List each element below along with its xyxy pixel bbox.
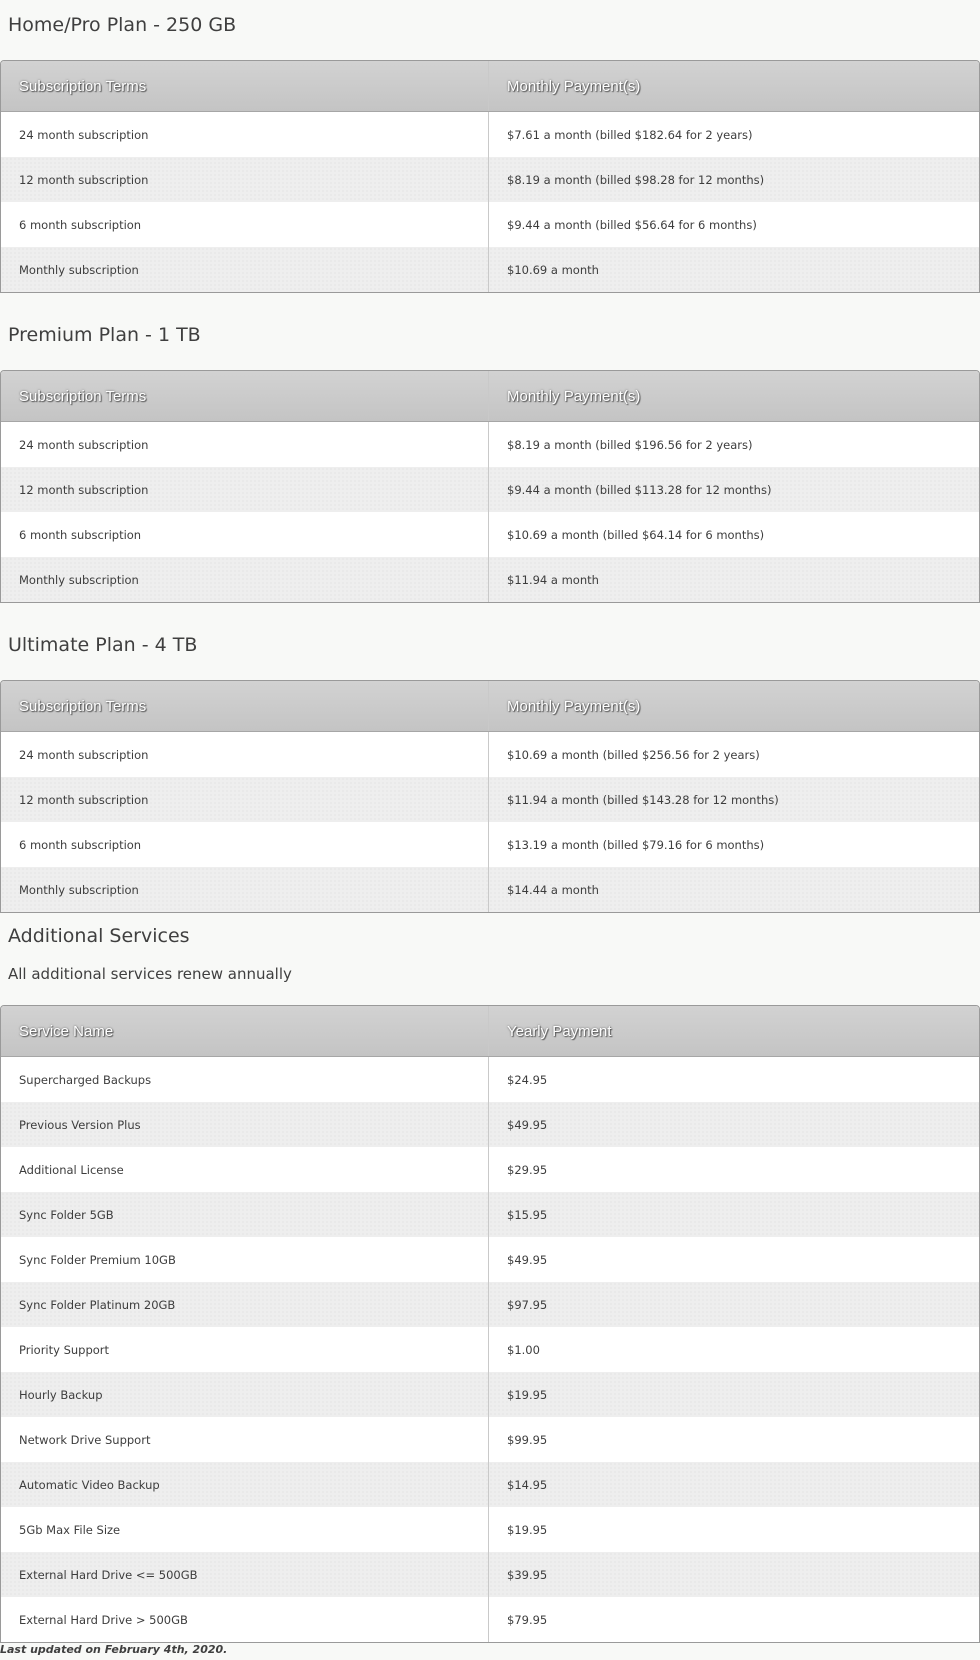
payment-cell: $10.69 a month (billed $64.14 for 6 months): [507, 527, 765, 542]
payment-cell: $10.69 a month (billed $256.56 for 2 years): [507, 747, 760, 762]
payment-cell: $14.44 a month: [507, 882, 599, 897]
table-body: [1, 732, 979, 912]
service-name-cell: Sync Folder Platinum 20GB: [1, 1282, 489, 1327]
payment-cell: $10.69 a month: [507, 262, 599, 277]
service-name-cell: Additional License: [1, 1147, 489, 1192]
service-name-cell: Automatic Video Backup: [1, 1462, 489, 1507]
column-header-subscription-terms: Subscription Terms: [1, 681, 489, 731]
yearly-payment-cell: $97.95: [507, 1297, 548, 1312]
additional-services-title: Additional Services: [8, 925, 190, 947]
subscription-term-cell: Monthly subscription: [1, 247, 489, 292]
yearly-payment-cell: $99.95: [507, 1432, 548, 1447]
pricing-table-home-pro: [0, 60, 980, 293]
column-header-service-name: Service Name: [1, 1006, 489, 1056]
column-header-subscription-terms: Subscription Terms: [1, 371, 489, 421]
service-name-cell: External Hard Drive <= 500GB: [1, 1552, 489, 1597]
subscription-term-cell: 12 month subscription: [1, 467, 489, 512]
pricing-table-premium: [0, 370, 980, 603]
payment-cell: $9.44 a month (billed $113.28 for 12 months): [507, 482, 772, 497]
subscription-term-cell: 6 month subscription: [1, 202, 489, 247]
payment-cell: $13.19 a month (billed $79.16 for 6 months): [507, 837, 765, 852]
table-row: [1, 1147, 979, 1192]
table-header: [1, 1006, 979, 1057]
service-name-cell: External Hard Drive > 500GB: [1, 1597, 489, 1642]
yearly-payment-cell: $19.95: [507, 1387, 548, 1402]
payment-cell: $8.19 a month (billed $98.28 for 12 months): [507, 172, 765, 187]
column-header-monthly-payment: Monthly Payment(s): [507, 77, 641, 95]
plan-title-home-pro: Home/Pro Plan - 250 GB: [8, 14, 237, 36]
service-name-cell: Network Drive Support: [1, 1417, 489, 1462]
table-row: [1, 1192, 979, 1237]
table-row: [1, 422, 979, 467]
column-header-yearly-payment: Yearly Payment: [507, 1022, 612, 1040]
pricing-table-ultimate: [0, 680, 980, 913]
yearly-payment-cell: $39.95: [507, 1567, 548, 1582]
table-header: [1, 61, 979, 112]
table-row: [1, 1102, 979, 1147]
table-body: [1, 1057, 979, 1642]
table-row: [1, 112, 979, 157]
table-row: [1, 1417, 979, 1462]
subscription-term-cell: 24 month subscription: [1, 732, 489, 777]
payment-cell: $8.19 a month (billed $196.56 for 2 years): [507, 437, 753, 452]
payment-cell: $11.94 a month (billed $143.28 for 12 months): [507, 792, 779, 807]
subscription-term-cell: 24 month subscription: [1, 112, 489, 157]
column-header-monthly-payment: Monthly Payment(s): [507, 387, 641, 405]
service-name-cell: Supercharged Backups: [1, 1057, 489, 1102]
subscription-term-cell: 12 month subscription: [1, 777, 489, 822]
table-header: [1, 371, 979, 422]
plan-title-premium: Premium Plan - 1 TB: [8, 324, 201, 346]
additional-services-table: [0, 1005, 980, 1643]
table-row: [1, 1237, 979, 1282]
yearly-payment-cell: $49.95: [507, 1252, 548, 1267]
yearly-payment-cell: $24.95: [507, 1072, 548, 1087]
table-row: [1, 822, 979, 867]
payment-cell: $11.94 a month: [507, 572, 599, 587]
service-name-cell: Previous Version Plus: [1, 1102, 489, 1147]
service-name-cell: Sync Folder 5GB: [1, 1192, 489, 1237]
table-row: [1, 202, 979, 247]
table-row: [1, 777, 979, 822]
table-row: [1, 512, 979, 557]
table-row: [1, 157, 979, 202]
subscription-term-cell: 24 month subscription: [1, 422, 489, 467]
table-body: [1, 112, 979, 292]
yearly-payment-cell: $15.95: [507, 1207, 548, 1222]
table-row: [1, 1462, 979, 1507]
yearly-payment-cell: $1.00: [507, 1342, 540, 1357]
yearly-payment-cell: $14.95: [507, 1477, 548, 1492]
service-name-cell: Hourly Backup: [1, 1372, 489, 1417]
subscription-term-cell: 6 month subscription: [1, 822, 489, 867]
service-name-cell: 5Gb Max File Size: [1, 1507, 489, 1552]
table-row: [1, 1552, 979, 1597]
table-body: [1, 422, 979, 602]
service-name-cell: Sync Folder Premium 10GB: [1, 1237, 489, 1282]
yearly-payment-cell: $29.95: [507, 1162, 548, 1177]
yearly-payment-cell: $79.95: [507, 1612, 548, 1627]
additional-services-subtitle: All additional services renew annually: [8, 965, 292, 983]
table-row: [1, 1282, 979, 1327]
table-row: [1, 557, 979, 602]
table-row: [1, 1507, 979, 1552]
table-row: [1, 1597, 979, 1642]
column-header-subscription-terms: Subscription Terms: [1, 61, 489, 111]
table-row: [1, 247, 979, 292]
payment-cell: $7.61 a month (billed $182.64 for 2 years): [507, 127, 753, 142]
yearly-payment-cell: $19.95: [507, 1522, 548, 1537]
table-row: [1, 1057, 979, 1102]
subscription-term-cell: Monthly subscription: [1, 867, 489, 912]
table-row: [1, 467, 979, 512]
yearly-payment-cell: $49.95: [507, 1117, 548, 1132]
column-header-monthly-payment: Monthly Payment(s): [507, 697, 641, 715]
table-row: [1, 1372, 979, 1417]
subscription-term-cell: 12 month subscription: [1, 157, 489, 202]
table-row: [1, 1327, 979, 1372]
last-updated-note: Last updated on February 4th, 2020.: [0, 1643, 228, 1656]
table-row: [1, 732, 979, 777]
plan-title-ultimate: Ultimate Plan - 4 TB: [8, 634, 198, 656]
table-header: [1, 681, 979, 732]
subscription-term-cell: Monthly subscription: [1, 557, 489, 602]
payment-cell: $9.44 a month (billed $56.64 for 6 months): [507, 217, 757, 232]
service-name-cell: Priority Support: [1, 1327, 489, 1372]
subscription-term-cell: 6 month subscription: [1, 512, 489, 557]
table-row: [1, 867, 979, 912]
